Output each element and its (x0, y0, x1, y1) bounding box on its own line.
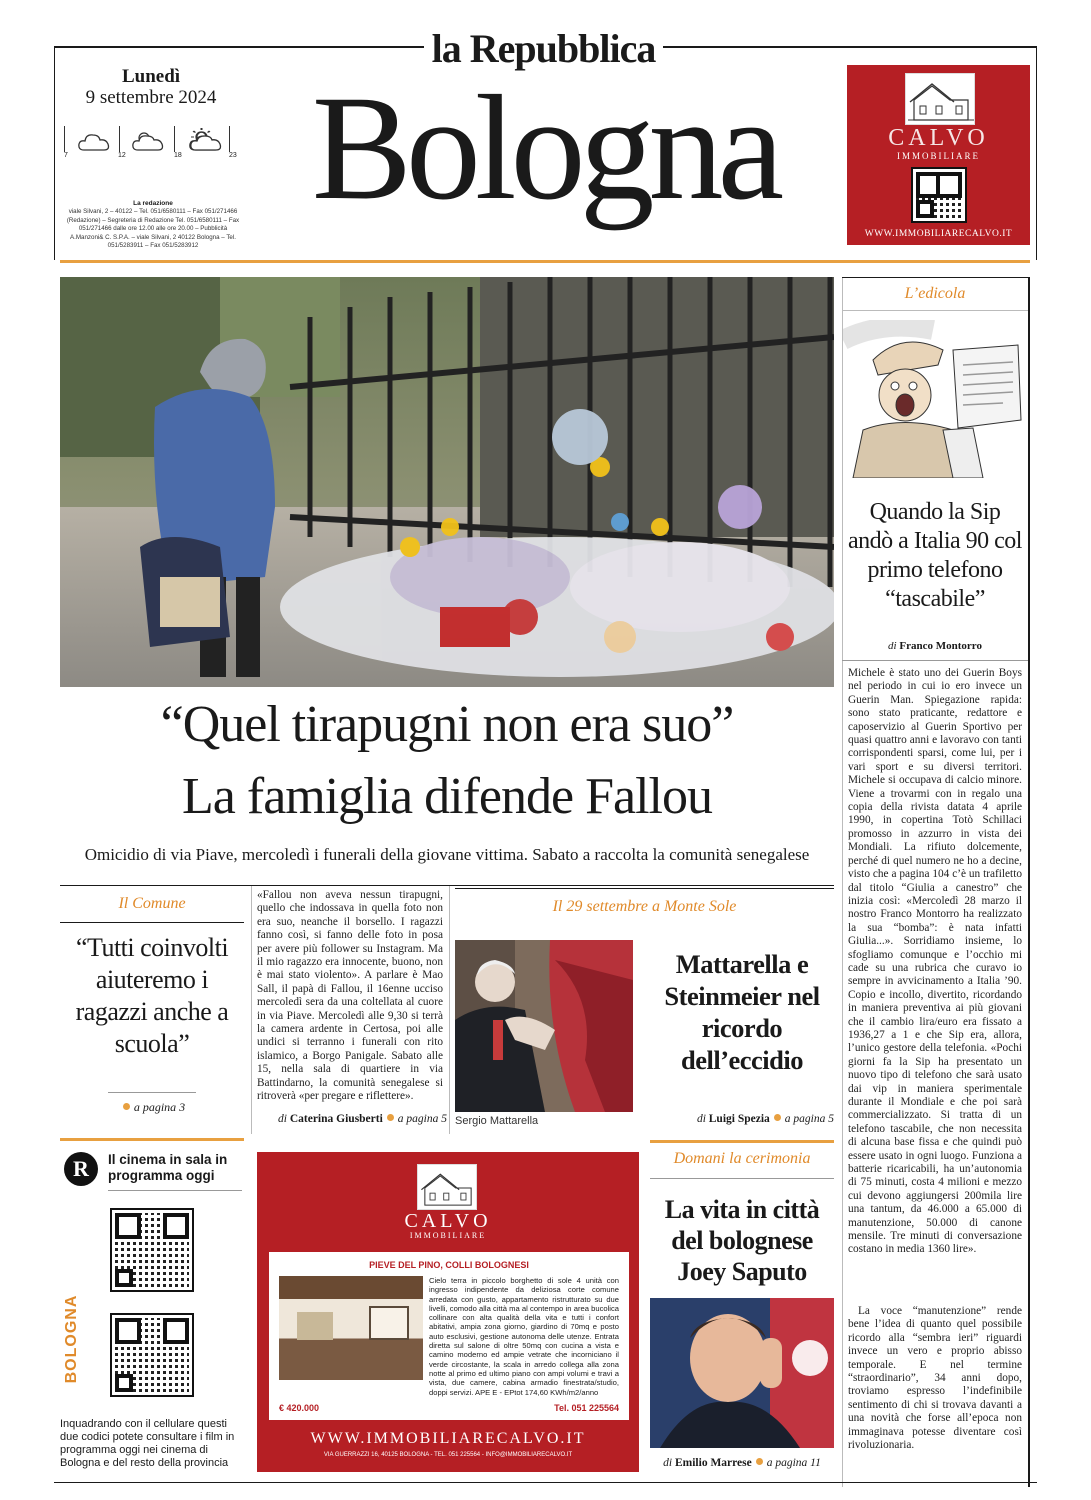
lead-summary: Omicidio di via Piave, mercoledì i funerali della giovane vittima. Sabato a raccolta la comunità senegalese (84, 845, 810, 864)
monte-sole-headline[interactable]: Mattarella e Steinmeier nel ricordo dell’eccidio (664, 949, 820, 1075)
lead-headline-2[interactable]: La famiglia difende Fallou (182, 768, 712, 825)
lead-headline-1[interactable]: “Quel tirapugni non era suo” (160, 696, 734, 753)
calvo-address: VIA GUERRAZZI 16, 40125 BOLOGNA - TEL. 051 225564 - INFO@IMMOBILIARECALVO.IT (323, 1452, 573, 1458)
cloud-icon (132, 130, 166, 156)
newsboy-illustration (843, 320, 1027, 478)
cinema-side-label: BOLOGNA (63, 1294, 80, 1384)
calvo-url[interactable]: WWW.IMMOBILIARECALVO.IT (864, 229, 1013, 239)
house-icon (905, 73, 975, 125)
monte-sole-byline[interactable]: di Luigi Spezia a pagina 5 (696, 1113, 834, 1125)
saputo-byline[interactable]: di Emilio Marrese a pagina 11 (663, 1457, 821, 1469)
edicola-body-2: La voce “manutenzione” rende bene l’idea di quanto quel possibile ricordo alla “sembra ieri” riguardi invece un vero e proprio abisso temporale. E nel termine “straordinario”, 34 anni dopo, troviamo espresso l’indefinibile sentimento di chi si trovava davanti a una novità che forse all’epoca non immaginava potesse diventare così rivoluzionaria. (848, 1305, 1022, 1452)
repubblica-r-icon: R (64, 1152, 98, 1186)
edicola-headline[interactable]: Quando la Sip andò a Italia 90 col primo telefono “tascabile” (848, 499, 1022, 612)
lead-body: «Fallou non aveva nessun tirapugni, quello che indossava in quella foto non era suo, neanche il borsello. I ragazzi fanno così, si fanno delle foto in posa per avere più follower su Instagram. Ma il mio ragazzo era innocente, buono, non è mai stato violento». A parlare è Mao Sall, il papà di Fallou, il 16enne ucciso mercoledì sera da una coltellata al cuore in via Piave. Mercoledì alle 9,30 si terrà la camera ardente in Certosa, poi alle undici si terranno i funerali con rito islamico, a Borgo Panigale. Sabato alle 15, nella sala di quartiere in via Battindarno, la comunità senegalese si ritroverà «per pregare e riflettere». (257, 889, 443, 1103)
cinema-text: Inquadrando con il cellulare questi due codici potete consultare i film in programma oggi nei cinema di Bologna e del resto della provincia (60, 1418, 235, 1469)
listing-price: € 420.000 (279, 1403, 320, 1413)
mattarella-caption: Sergio Mattarella (455, 1115, 539, 1127)
saputo-kicker: Domani la cerimonia (673, 1150, 811, 1167)
date-full: 9 settembre 2024 (85, 87, 217, 108)
cinema-qr-code-2[interactable] (112, 1315, 192, 1395)
date-day: Lunedì (121, 66, 181, 87)
redazione-text: viale Silvani, 2 – 40122 – Tel. 051/6580111 – Fax 051/271466 (Redazione) – Segreteria di Redazione Tel. 051/6580111 – Fax 051/271466 dalle ore 12.00 alle ore 20.00 – Pubblicità A.Manzoni& C. S.P.A. – viale Silvani, 2 40122 Bologna – Tel. 051/5283911 – Fax 051/5283912 (66, 208, 240, 250)
edition-title: Bologna (311, 65, 779, 231)
partly-sunny-icon (188, 128, 222, 156)
lead-photo-memorial (60, 277, 834, 687)
comune-headline[interactable]: “Tutti coinvolti aiuteremo i ragazzi anche a scuola” (75, 933, 229, 1058)
listing-phone[interactable]: Tel. 051 225564 (554, 1403, 619, 1413)
cinema-title: Il cinema in sala in programma oggi (108, 1152, 228, 1183)
calvo-url[interactable]: WWW.IMMOBILIARECALVO.IT (310, 1430, 586, 1447)
calvo-ad-top[interactable]: CALVO IMMOBILIARE WWW.IMMOBILIARECALVO.IT (847, 65, 1030, 245)
cinema-qr-code-1[interactable] (112, 1210, 192, 1290)
saputo-headline[interactable]: La vita in città del bolognese Joey Saputo (664, 1195, 820, 1286)
redazione-title: La redazione (133, 200, 173, 207)
saputo-photo (650, 1298, 834, 1448)
house-icon (417, 1164, 477, 1210)
listing-card[interactable]: PIEVE DEL PINO, COLLI BOLOGNESI Cielo terra in piccolo borghetto di sole 4 unità con ingresso indipendente da deliziosa corte comune arredata con gusto, appartamento ristrutturato su due livelli, comodo alla città ma al contempo in area bucolica collinare con alta qualità della vita e tutti i confort abitativi, ampia zona giorno, giardino di 70mq e posto auto esclusivi, gestione autonoma delle utenze. Entrata diretta sul salone di oltre 50mq con cucina a vista e camino moderno ed ampie vetrate che incorniciano il verde circostante, la scala in arredo collega alla zona notte al primo ed ultimo piano con ampi volumi e travi a vista, due camere, cabina armadio finestrata/studio, doppi servizi. APE E - EPtot 174,60 KWh/m2/anno € 420.000 Tel. 051 225564 (269, 1252, 629, 1420)
calvo-ad-bottom[interactable]: CALVO IMMOBILIARE PIEVE DEL PINO, COLLI BOLOGNESI Cielo terra in piccolo borghetto di sole 4 unità con ingresso indipendente da deliziosa corte comune arredata con gusto, appartamento ristrutturato su due livelli, comodo alla città ma al contempo in area bucolica collinare con alta qualità della vita e tutti i confort abitativi, ampia zona giorno, giardino di 70mq e posto auto esclusivi, gestione autonoma delle utenze. Entrata diretta sul salone di oltre 50mq con cucina a vista e camino moderno ed ampie vetrate che incorniciano il verde circostante, la scala in arredo collega alla zona notte al primo ed ultimo piano con ampi volumi e travi a vista, due camere, cabina armadio finestrata/studio, doppi servizi. APE E - EPtot 174,60 KWh/m2/anno € 420.000 Tel. 051 225564 WWW.IMMOBILIARECALVO.IT VIA GUERRAZZI 16, 40125 BOLOGNA - TEL. 051 225564 - INFO@IMMOBILIARECALVO.IT (257, 1152, 639, 1472)
comune-page-ref[interactable]: a pagina 3 (60, 1100, 244, 1115)
edicola-byline[interactable]: di Franco Montorro (888, 640, 982, 652)
qr-code[interactable] (913, 169, 965, 221)
cloud-icon (78, 132, 112, 156)
monte-sole-kicker: Il 29 settembre a Monte Sole (552, 898, 737, 915)
mattarella-photo (455, 940, 633, 1112)
listing-text: Cielo terra in piccolo borghetto di sole 4 unità con ingresso indipendente da deliziosa corte comune arredata con gusto, appartamento ristrutturato su due livelli, comodo alla città ma al contempo in area bucolica collinare con alta qualità della vita e tutti i confort abitativi, ampia zona giorno, giardino di 70mq e posto auto esclusivi, gestione autonoma delle utenze. Entrata diretta sul salone di oltre 50mq con cucina a vista e camino moderno ed ampie vetrate che incorniciano il verde circostante, la scala in arredo collega alla zona notte al primo ed ultimo piano con ampi volumi e travi a vista, due camere, cabina armadio finestrata/studio, doppi servizi. APE E - EPtot 174,60 KWh/m2/anno (429, 1276, 619, 1397)
weather-strip: 7 12 18 23 (64, 122, 242, 162)
edicola-kicker: L’edicola (904, 285, 966, 302)
brand-logo: la Repubblica (431, 26, 656, 71)
edicola-body-1: Michele è stato uno dei Guerin Boys nel periodo in cui io ero invece un Guerin Man. Spiegazione rapida: sono stato praticante, redattore e caposervizio al Guerin Sportivo per quasi quattro anni e lavoravo con tanti corrispondenti sparsi, come lui, per i vari sport e su diversi territori. Michele si occupava di calcio minore. Viene a trovarmi con in regalo una copia della rivista datata 4 aprile 1990, in copertina Totò Schillaci promosso in azzurro in vista dei Mondiali. La rifiuto dolcemente, perché di quel numero ne ho a decine, visto che a pagina 104 c’è un trafiletto dal titolo “Giulia a canestro” che inizia così: «Mercoledì 28 marzo il nostro Franco Montorro ha realizzato la sua “bomba”: è nata infatti Giulia...». Sorridiamo insieme, lo sfogliamo comunque e l’occhio mi cade su una rubrica che curavo io sempre in avvicinamento a Italia ’90. Copio e incollo, divertito, ricordando in maniera preventiva ai più giovani che il cambio lira/euro era fissato a 1936,27 a 1 e che Sip era, allora, l’unico gestore della telefonia. «Pochi giorni fa la Sip ha presentato un nuovo tipo di telefono che sarà usato dai vip in maniera sperimentale durante il Mondiale e che poi sarà commercializzato. Si tratta di un telefono tascabile, che non necessita di alcuna base fissa e che quindi può essere usato in ogni luogo. Funziona a batterie ricaricabili, ha un’autonomia di 75 minuti, costa 4 milioni e mezzo cui devono aggiungersi 200mila lire una tantum, da 46.000 a 65.000 di manutenzione, 50.000 di canone mensile. Tre minuti di conversazione costano in media 1360 lire». (848, 667, 1022, 1256)
lead-byline[interactable]: di Caterina Giusberti a pagina 5 (278, 1113, 447, 1125)
comune-kicker: Il Comune (118, 895, 186, 912)
